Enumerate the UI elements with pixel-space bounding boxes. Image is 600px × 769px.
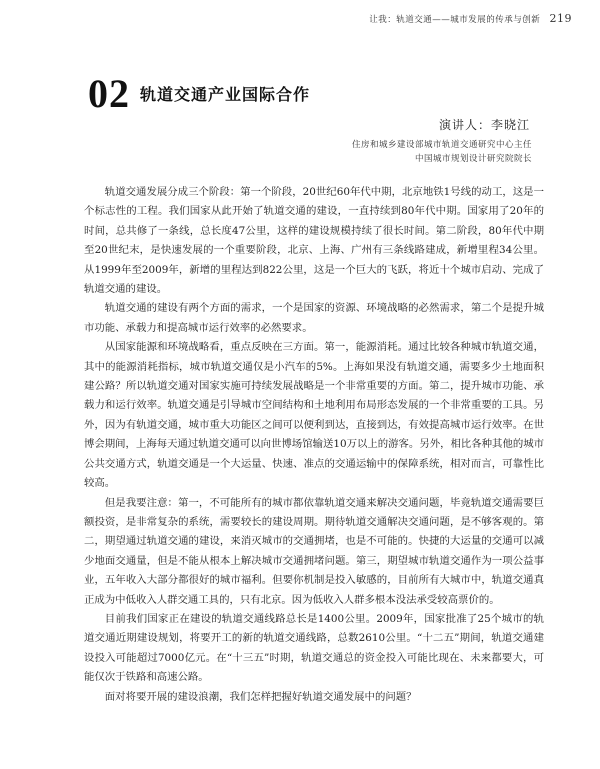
body-paragraph: 目前我们国家正在建设的轨道交通线路总长是1400公里。2009年，国家批准了25个城市的轨道交通近期建设规划，将要开工的新的轨道交通线路，总数2610公里。“十二五”期间，轨道交通建设投入可能超过7000亿元。在“十三五”时期，轨道交通总的资金投入可能比现在、未来都要大，可能仅次于铁路和高速公路。	[84, 612, 544, 684]
running-title: 让我：轨道交通——城市发展的传承与创新	[369, 15, 541, 25]
running-head	[369, 12, 572, 25]
body-paragraph: 但是我要注意：第一，不可能所有的城市都依靠轨道交通来解决交通问题，毕竟轨道交通需要巨额投资，是非常复杂的系统，需要较长的建设周期。期待轨道交通解决交通问题，是不够客观的。第二，期望通过轨道交通的建设，来消灭城市的交通拥堵，也是不可能的。快捷的大运量的交通可以减少地面交通量，但是不能从根本上解决城市交通拥堵问题。第三，期望城市轨道交通作为一项公益事业，五年收入大部分都很好的城市福利。但要你机制是投入敏感的，目前所有大城市中，轨道交通真正成为中低收入人群交通工具的，只有北京。因为低收入人群多根本没法承受较高票价的。	[84, 496, 544, 606]
speaker-affiliation-1: 住房和城乡建设部城市轨道交通研究中心主任	[351, 140, 532, 150]
speaker-byline: 演讲人：李晓江	[438, 118, 530, 132]
chapter-number: 02	[88, 71, 130, 116]
body-paragraph: 从国家能源和环境战略看，重点反映在三方面。第一，能源消耗。通过比较各种城市轨道交通，其中的能源消耗指标，城市轨道交通仅是小汽车的5%。上海如果没有轨道交通，需要多少土地面积建公路？所以轨道交通对国家实施可持续发展战略是一个非常重要的方面。第二，提升城市功能、承载力和运行效率。轨道交通是引导城市空间结构和土地利用布局形态发展的一个非常重要的工具。另外，因为有轨道交通，城市重大功能区之间可以便利到达，直接到达，有效提高城市运行效率。在世博会期间，上海每天通过轨道交通可以向世博场馆输送10万以上的游客。另外，相比各种其他的城市公共交通方式，轨道交通是一个大运量、快速、准点的交通运输中的保障系统，相对而言，可靠性比较高。	[84, 341, 545, 490]
body-paragraph: 轨道交通发展分成三个阶段：第一个阶段，20世纪60年代中期，北京地铁1号线的动工，这是一个标志性的工程。我们国家从此开始了轨道交通的建设，一直持续到80年代中期。国家用了20年的时间，总共修了一条线，总长度47公里，这样的建设规模持续了很长时间。第二阶段，80年代中期至20世纪末，是快速发展的一个重要阶段，北京、上海、广州有三条线路建成，新增里程34公里。从1999年至2009年，新增的里程达到822公里，这是一个巨大的飞跃，将近十个城市启动、完成了轨道交通的建设。	[84, 186, 544, 296]
chapter-title: 轨道交通产业国际合作	[140, 85, 311, 104]
speaker-affiliation-2: 中国城市规划设计研究院院长	[414, 154, 532, 164]
page-number: 219	[549, 12, 572, 25]
article-body	[84, 183, 544, 707]
body-paragraph: 轨道交通的建设有两个方面的需求，一个是国家的资源、环境战略的必然需求，第二个是提升城市功能、承载力和提高城市运行效率的必然要求。	[84, 302, 544, 334]
body-paragraph: 面对将要开展的建设浪潮，我们怎样把握好轨道交通发展中的问题？	[104, 690, 417, 703]
